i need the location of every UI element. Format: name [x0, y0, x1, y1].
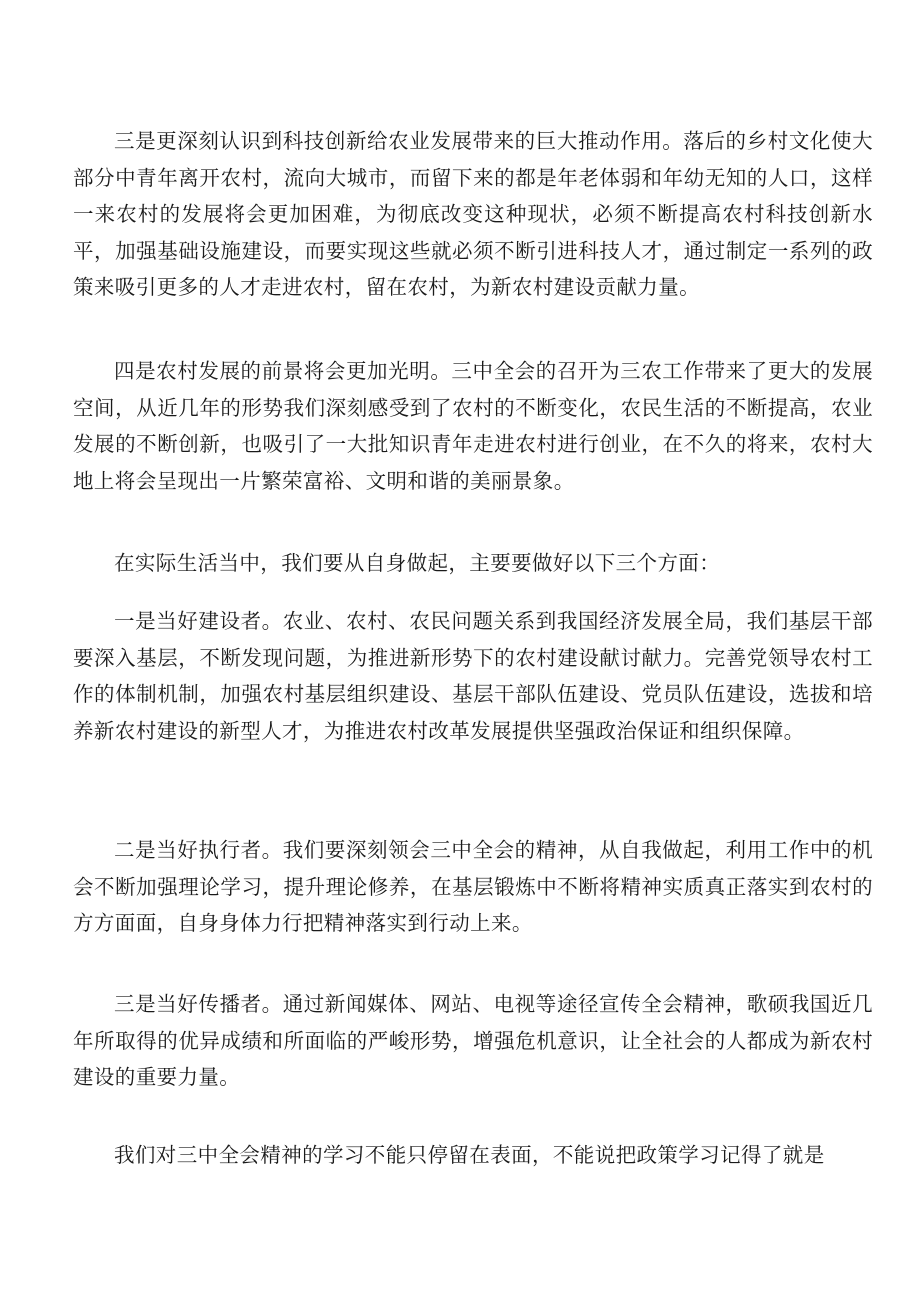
- paragraph-builder: 一是当好建设者。农业、农村、农民问题关系到我国经济发展全局，我们基层干部要深入基层，不断发现问题，为推进新形势下的农村建设献讨献力。完善党领导农村工作的体制机制，加强农村基层组织建设、基层干部队伍建设、党员队伍建设，选拔和培养新农村建设的新型人才，为推进农村改革发展提供坚强政治保证和组织保障。: [73, 609, 873, 743]
- paragraph-study-conclusion: 我们对三中全会精神的学习不能只停留在表面，不能说把政策学习记得了就是: [114, 1143, 825, 1167]
- paragraph-three-aspects-intro: 在实际生活当中，我们要从自身做起，主要要做好以下三个方面：: [114, 551, 721, 575]
- paragraph-tech-innovation: 三是更深刻认识到科技创新给农业发展带来的巨大推动作用。落后的乡村文化使大部分中青年离开农村，流向大城市，而留下来的都是年老体弱和年幼无知的人口，这样一来农村的发展将会更加困难，为彻底改变这种现状，必须不断提高农村科技创新水平，加强基础设施建设，而要实现这些就必须不断引进科技人才，通过制定一系列的政策来吸引更多的人才走进农村，留在农村，为新农村建设贡献力量。: [73, 129, 873, 299]
- paragraph-communicator: 三是当好传播者。通过新闻媒体、网站、电视等途径宣传全会精神，歌硕我国近几年所取得的优异成绩和所面临的严峻形势，增强危机意识，让全社会的人都成为新农村建设的重要力量。: [73, 992, 873, 1089]
- paragraph-rural-prospects: 四是农村发展的前景将会更加光明。三中全会的召开为三农工作带来了更大的发展空间，从近几年的形势我们深刻感受到了农村的不断变化，农民生活的不断提高，农业发展的不断创新，也吸引了一大批知识青年走进农村进行创业，在不久的将来，农村大地上将会呈现出一片繁荣富裕、文明和谐的美丽景象。: [73, 359, 873, 493]
- paragraph-executor: 二是当好执行者。我们要深刻领会三中全会的精神，从自我做起，利用工作中的机会不断加强理论学习，提升理论修养，在基层锻炼中不断将精神实质真正落实到农村的方方面面，自身身体力行把精神落实到行动上来。: [73, 838, 873, 935]
